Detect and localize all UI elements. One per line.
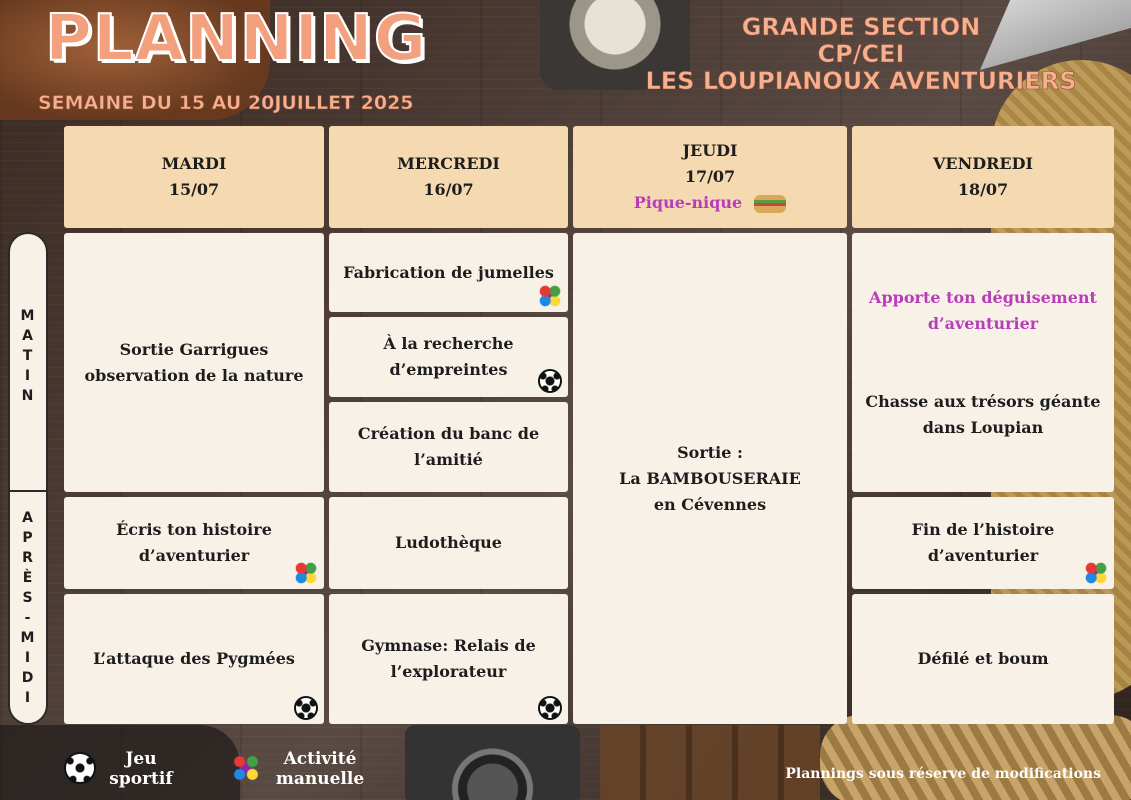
soccer-ball-icon — [538, 696, 562, 720]
activity-mardi-matin: Sortie Garrigues observation de la nature — [64, 233, 324, 492]
legend-sport: Jeu sportif — [109, 749, 173, 789]
soccer-ball-icon — [538, 369, 562, 393]
activity-mardi-pm1: Écris ton histoire d’aventurier — [64, 497, 324, 589]
afternoon-label: A P R È S - M I D I — [20, 510, 36, 706]
morning-label: M A T I N — [20, 308, 36, 404]
activity-mercredi-m2: À la recherche d’empreintes — [329, 317, 568, 397]
week-subtitle: SEMAINE DU 15 AU 20JUILLET 2025 — [38, 92, 414, 114]
day-header-mercredi: MERCREDI 16/07 — [329, 126, 568, 228]
activity-vendredi-matin: Apporte ton déguisement d’aventurier Chasse aux trésors géante dans Loupian — [852, 233, 1114, 492]
picnic-note: Pique-nique — [634, 190, 786, 216]
day-header-jeudi: JEUDI 17/07 Pique-nique — [573, 126, 847, 228]
manual-activity-icon — [294, 561, 318, 585]
sandwich-icon — [754, 195, 786, 213]
activity-mardi-pm2: L’attaque des Pygmées — [64, 594, 324, 724]
activity-jeudi-journee: Sortie : La BAMBOUSERAIE en Cévennes — [573, 233, 847, 724]
group-line: LES LOUPIANOUX AVENTURIERS — [645, 67, 1077, 95]
rope-decoration — [820, 715, 1131, 800]
footer-note: Plannings sous réserve de modifications — [785, 766, 1101, 782]
manual-activity-icon — [230, 752, 262, 784]
group-heading — [641, 14, 1081, 95]
costume-note: Apporte ton déguisement — [869, 287, 1097, 307]
day-header-vendredi: VENDREDI 18/07 — [852, 126, 1114, 228]
period-side-label — [8, 232, 48, 725]
activity-mercredi-pm1: Ludothèque — [329, 497, 568, 589]
activity-mercredi-m3: Création du banc de l’amitié — [329, 402, 568, 492]
group-line: GRANDE SECTION — [741, 13, 981, 41]
manual-activity-icon — [538, 284, 562, 308]
activity-vendredi-pm2: Défilé et boum — [852, 594, 1114, 724]
side-divider — [10, 490, 46, 492]
activity-mercredi-pm2: Gymnase: Relais de l’explorateur — [329, 594, 568, 724]
costume-note: d’aventurier — [927, 313, 1039, 333]
manual-activity-icon — [1084, 561, 1108, 585]
page-title: PLANNING — [45, 2, 428, 76]
soccer-ball-icon — [294, 696, 318, 720]
camera-decoration — [405, 725, 580, 800]
day-header-mardi: MARDI 15/07 — [64, 126, 324, 228]
activity-vendredi-pm1: Fin de l’histoire d’aventurier — [852, 497, 1114, 589]
activity-mercredi-m1: Fabrication de jumelles — [329, 233, 568, 312]
soccer-ball-icon — [64, 752, 96, 784]
group-line: CP/CEI — [817, 40, 905, 68]
legend-manual: Activité manuelle — [275, 749, 365, 789]
belt-decoration — [600, 725, 820, 800]
